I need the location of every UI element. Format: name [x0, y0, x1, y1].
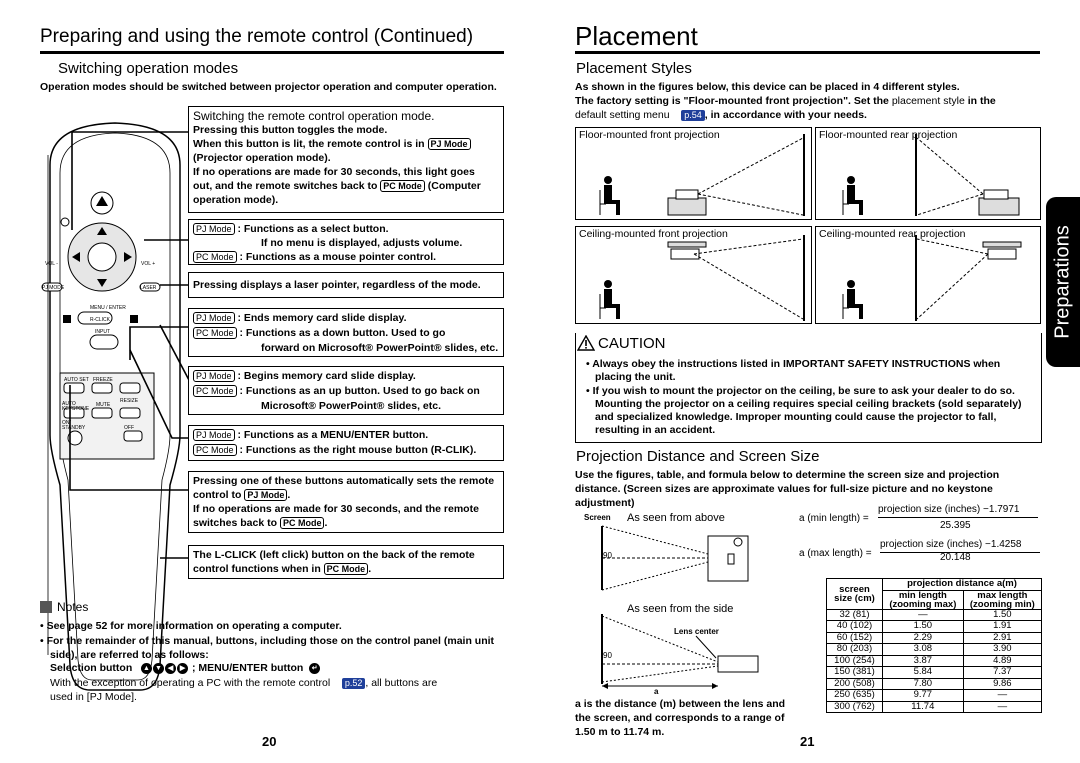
- mode-switch-line: out, and the remote switches back to PC Mode (Computer: [193, 180, 481, 192]
- section-side-tab: Preparations: [1046, 197, 1080, 367]
- placement-styles-title: Placement Styles: [576, 60, 692, 77]
- side-view-diagram: [598, 612, 780, 692]
- enter-icon: ↵: [309, 663, 320, 674]
- left-page-heading: Preparing and using the remote control (Continued): [40, 26, 474, 47]
- projection-distance-table: [826, 578, 1042, 713]
- pj-mode-tag: PJ Mode: [193, 429, 235, 441]
- scene-caption: Floor-mounted rear projection: [819, 129, 958, 141]
- page-ref-badge: p.54: [681, 110, 705, 121]
- intro-text: Operation modes should be switched between projector operation and computer operation.: [40, 81, 497, 93]
- remote-label-mute: MUTE: [96, 402, 111, 408]
- caution-item-cont: Mounting the projector on a ceiling requires special ceiling brackets (sold separately): [595, 398, 1022, 410]
- lens-center-label: Lens center: [674, 627, 719, 636]
- select-button-text: If no menu is displayed, adjusts volume.: [261, 237, 463, 249]
- top-view-diagram: [598, 524, 778, 594]
- distance-a-label: a: [654, 687, 659, 696]
- formula-max-denominator: 20.148: [940, 552, 971, 563]
- mode-switch-line: Pressing this button toggles the mode.: [193, 124, 388, 136]
- projection-para: distance. (Screen sizes are approximate values for full-size picture and no keystone: [575, 483, 993, 495]
- pc-mode-tag: PC Mode: [324, 563, 369, 575]
- selection-button-line: Selection button ▲ ▼ ◀ ▶ ; MENU/ENTER button ↵: [50, 662, 321, 676]
- scene-caption: Ceiling-mounted front projection: [579, 228, 728, 240]
- remote-label-r-click: R-CLICK: [90, 317, 111, 323]
- table-row: 80 (203) 3.08 3.90: [827, 644, 1042, 656]
- right-page-heading: Placement: [575, 21, 698, 51]
- projection-para: Use the figures, table, and formula below to determine the screen size and projection: [575, 469, 1000, 481]
- left-arrow-icon: ◀: [165, 663, 176, 674]
- scene-ceiling-front: [575, 226, 812, 324]
- formula-min-lhs: a (min length) =: [799, 513, 869, 524]
- table-header-min: min length (zooming max): [883, 590, 964, 609]
- placement-para: As shown in the figures below, this device can be placed in 4 different styles.: [575, 81, 960, 93]
- mode-switch-title: Switching the remote control operation mode.: [193, 109, 435, 123]
- angle-label: 90: [603, 651, 612, 660]
- remote-label-vol-plus: VOL +: [141, 261, 156, 267]
- pj-mode-tag: PJ Mode: [193, 312, 235, 324]
- pc-mode-tag: PC Mode: [193, 385, 237, 397]
- up-button-box: PJ Mode : Begins memory card slide display. PC Mode : Functions as an up button. Used to go back on Microsoft® PowerPoint® slides, etc.: [188, 366, 504, 415]
- table-row: 250 (635) 9.77 —: [827, 690, 1042, 702]
- mode-switch-line: operation mode).: [193, 194, 279, 206]
- distance-note: 1.50 m to 11.74 m.: [575, 726, 665, 738]
- page-number-left: 20: [262, 734, 277, 749]
- pc-mode-tag: PC Mode: [193, 251, 237, 263]
- remote-label-auto-set: AUTO SET: [64, 377, 89, 383]
- pc-mode-tag: PC Mode: [280, 517, 325, 529]
- scene-ceiling-rear: [815, 226, 1041, 324]
- l-click-line: The L-CLICK (left click) button on the back of the remote: [193, 549, 475, 561]
- scene-caption: Ceiling-mounted rear projection: [819, 228, 966, 240]
- ceiling-rear-illustration: [816, 227, 1042, 325]
- right-arrow-icon: ▶: [177, 663, 188, 674]
- up-button-text: Microsoft® PowerPoint® slides, etc.: [261, 400, 442, 412]
- projection-para: adjustment): [575, 497, 635, 509]
- remote-label-resize: RESIZE: [120, 398, 139, 404]
- caution-item: • If you wish to mount the projector on the ceiling, be sure to ask your dealer to do so.: [586, 385, 1015, 397]
- caution-item: • Always obey the instructions listed in IMPORTANT SAFETY INSTRUCTIONS when: [586, 358, 1001, 370]
- mode-switch-line: If no operations are made for 30 seconds, this light goes: [193, 166, 475, 178]
- fraction-bar: [878, 517, 1038, 518]
- remote-label-freeze: FREEZE: [93, 377, 113, 383]
- pj-mode-tag: PJ Mode: [193, 223, 235, 235]
- laser-text: Pressing displays a laser pointer, regardless of the mode.: [193, 279, 481, 291]
- pj-mode-tag: PJ Mode: [193, 370, 235, 382]
- table-row: 60 (152) 2.29 2.91: [827, 632, 1042, 644]
- scene-floor-rear: [815, 127, 1041, 220]
- remote-label-on-standby: ON/ STANDBY: [62, 420, 86, 431]
- pj-mode-tag: PJ Mode: [428, 138, 471, 150]
- table-row: 32 (81) — 1.50: [827, 609, 1042, 621]
- remote-label-laser: LASER: [140, 285, 157, 291]
- page-ref-badge: p.52: [342, 678, 366, 689]
- pc-mode-tag: PC Mode: [193, 327, 237, 339]
- placement-para: The factory setting is "Floor-mounted front projection". Set the placement style in the: [575, 95, 996, 107]
- distance-note: the screen, and corresponds to a range of: [575, 712, 785, 724]
- note-item: • For the remainder of this manual, buttons, including those on the control panel (main unit: [40, 635, 495, 647]
- remote-label-off: OFF: [124, 425, 134, 431]
- view-side-label: As seen from the side: [627, 603, 734, 615]
- heading-rule: [575, 51, 1040, 54]
- notes-title: Notes: [57, 600, 89, 614]
- note-item-cont: side), are referred to as follows:: [50, 649, 209, 661]
- mode-switch-line: (Projector operation mode).: [193, 152, 331, 164]
- table-header-max: max length (zooming min): [963, 590, 1041, 609]
- up-arrow-icon: ▲: [141, 663, 152, 674]
- table-header-distance: projection distance a(m): [883, 579, 1042, 591]
- pc-mode-tag: PC Mode: [380, 180, 425, 192]
- view-above-label: As seen from above: [627, 512, 725, 524]
- mode-switch-line: When this button is lit, the remote control is in PJ Mode: [193, 138, 471, 150]
- formula-max-numerator: projection size (inches) −1.4258: [880, 539, 1022, 550]
- down-arrow-icon: ▼: [153, 663, 164, 674]
- caution-item-cont: and specialized knowledge. Improper mounting could cause the projector to fall,: [595, 411, 997, 423]
- remote-label-input: INPUT: [95, 329, 110, 335]
- formula-min-denominator: 25.395: [940, 520, 971, 531]
- warning-icon: [577, 335, 595, 351]
- table-row: 100 (254) 3.87 4.89: [827, 655, 1042, 667]
- distance-note: a is the distance (m) between the lens and: [575, 698, 786, 710]
- formula-min-numerator: projection size (inches) −1.7971: [878, 504, 1020, 515]
- notes-icon: [40, 601, 52, 613]
- projection-distance-title: Projection Distance and Screen Size: [576, 448, 820, 465]
- placement-para: default setting menu p.54 , in accordance with your needs.: [575, 109, 867, 121]
- scene-floor-front: [575, 127, 812, 220]
- auto-pj-box: Pressing one of these buttons automatically sets the remote control to PJ Mode . If no operations are made for 30 seconds, and the remote switches back to PC Mode .: [188, 471, 504, 533]
- exception-line-cont: used in [PJ Mode].: [50, 691, 137, 703]
- table-row: 200 (508) 7.80 9.86: [827, 678, 1042, 690]
- remote-label-pj-mode: PJ MODE: [42, 285, 65, 291]
- page-number-right: 21: [800, 734, 815, 749]
- down-button-text: forward on Microsoft® PowerPoint® slides, etc.: [261, 342, 499, 354]
- table-row: 300 (762) 11.74 —: [827, 701, 1042, 713]
- ceiling-front-illustration: [576, 227, 813, 325]
- remote-label-auto-keystone: AUTO KEYSTONE: [62, 401, 90, 412]
- pj-mode-tag: PJ Mode: [244, 489, 287, 501]
- select-button-box: PJ Mode : Functions as a select button. If no menu is displayed, adjusts volume. PC Mode : Functions as a mouse pointer control.: [188, 219, 504, 265]
- floor-front-illustration: [576, 128, 813, 221]
- note-item: • See page 52 for more information on operating a computer.: [40, 620, 342, 632]
- menu-enter-box: PJ Mode : Functions as a MENU/ENTER button. PC Mode : Functions as the right mouse button (R-CLIK).: [188, 425, 504, 461]
- auto-pj-line: Pressing one of these buttons automatically sets the remote: [193, 475, 495, 487]
- remote-label-menu-enter: MENU / ENTER: [90, 305, 126, 311]
- table-header-screen: screen size (cm): [827, 579, 883, 610]
- floor-rear-illustration: [816, 128, 1042, 221]
- laser-box: [188, 272, 504, 298]
- formula-max-lhs: a (max length) =: [799, 548, 872, 559]
- heading-rule: [40, 51, 504, 54]
- caution-item-cont: resulting in an accident.: [595, 424, 716, 436]
- caution-item-cont: placing the unit.: [595, 371, 676, 383]
- section-title: Switching operation modes: [58, 60, 239, 77]
- scene-caption: Floor-mounted front projection: [579, 129, 720, 141]
- down-button-box: PJ Mode : Ends memory card slide display. PC Mode : Functions as a down button. Used to go forward on Microsoft® PowerPoint® slides, etc.: [188, 308, 504, 357]
- screen-label: Screen: [584, 513, 611, 522]
- auto-pj-line: If no operations are made for 30 seconds, and the remote: [193, 503, 479, 515]
- table-row: 150 (381) 5.84 7.37: [827, 667, 1042, 679]
- exception-line: With the exception of operating a PC with the remote control p.52 , all buttons are: [50, 677, 438, 689]
- remote-label-vol-minus: VOL -: [45, 261, 58, 267]
- angle-label: 90: [603, 551, 612, 560]
- pc-mode-tag: PC Mode: [193, 444, 237, 456]
- leader-lines: [60, 120, 200, 580]
- mode-switch-box: [188, 106, 504, 213]
- caution-title: CAUTION: [598, 335, 666, 352]
- l-click-box: The L-CLICK (left click) button on the back of the remote control functions when in PC Mode .: [188, 545, 504, 579]
- table-row: 40 (102) 1.50 1.91: [827, 621, 1042, 633]
